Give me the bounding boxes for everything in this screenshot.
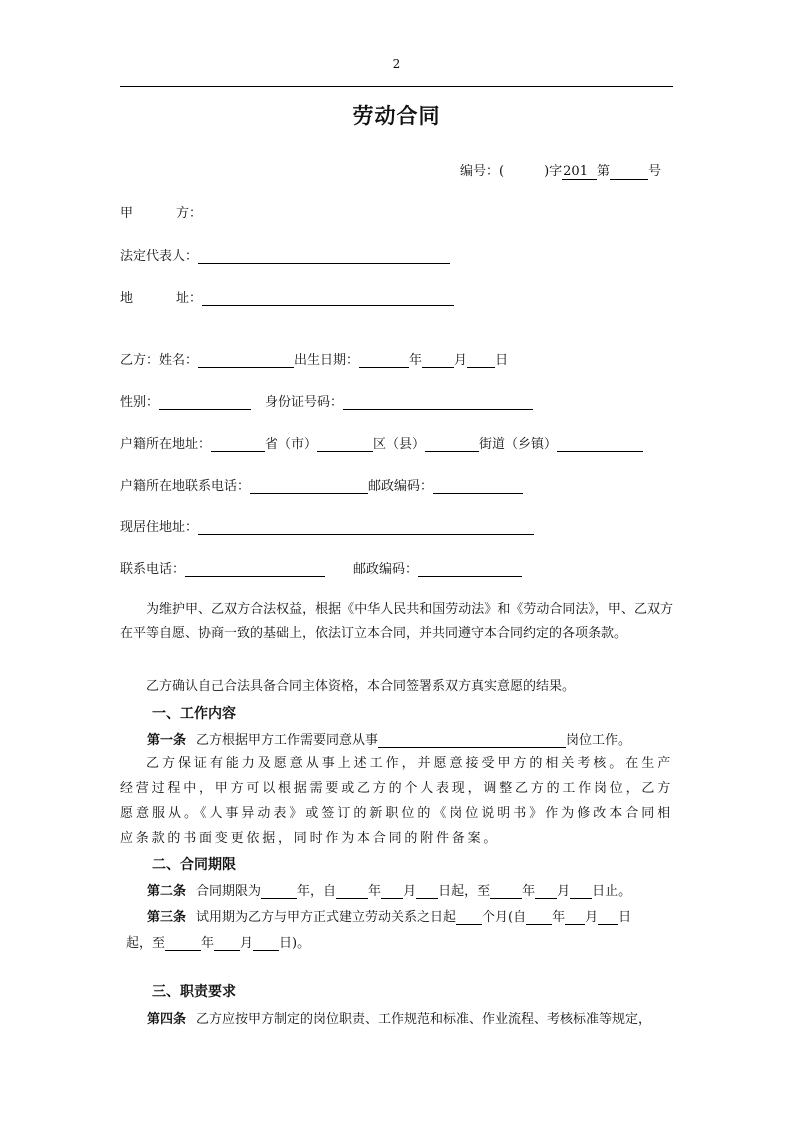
article-3-t7: 年 bbox=[201, 936, 215, 951]
contract-number-line bbox=[460, 160, 661, 180]
contract-number-prefix: 编号：( bbox=[460, 164, 505, 179]
article-1-line bbox=[147, 729, 631, 748]
birth-year-label: 年 bbox=[409, 353, 423, 368]
article-3-t1: 试用期为乙方与甲方正式建立劳动关系之日起 bbox=[196, 910, 457, 925]
article-2-t1: 合同期限为 bbox=[196, 884, 262, 899]
article-2-t3: 年 bbox=[368, 884, 382, 899]
confirm-paragraph: 乙方确认自己合法具备合同主体资格，本合同签署系双方真实意愿的结果。 bbox=[146, 679, 576, 694]
article-3-t8: 月 bbox=[240, 936, 254, 951]
term-start-month-blank[interactable] bbox=[381, 883, 403, 899]
party-b-line bbox=[120, 349, 508, 368]
preamble-paragraph: 为维护甲、乙双方合法权益，根据《中华人民共和国劳动法》和《劳动合同法》，甲、乙双方在平等自愿、协商一致的基础上，依法订立本合同，并共同遵守本合同约定的各项条款。 bbox=[120, 602, 673, 641]
term-end-day-blank[interactable] bbox=[570, 883, 592, 899]
article-2-label: 第二条 bbox=[147, 884, 187, 899]
address-label-2: 址： bbox=[176, 291, 203, 306]
term-end-year-blank[interactable] bbox=[490, 883, 522, 899]
gender-label: 性别： bbox=[120, 395, 160, 410]
hukou-province-blank[interactable] bbox=[211, 436, 265, 452]
hukou-postcode-label: 邮政编码： bbox=[368, 479, 434, 494]
article-4-line bbox=[147, 1008, 651, 1027]
legal-rep-blank[interactable] bbox=[198, 248, 450, 264]
current-address-line bbox=[120, 516, 534, 535]
contract-number-paren: )字 bbox=[544, 164, 563, 179]
article-4-text: 乙方应按甲方制定的岗位职责、工作规范和标准、作业流程、考核标准等规定， bbox=[196, 1012, 652, 1027]
section-heading-work-content: 一、工作内容 bbox=[152, 706, 236, 722]
article-2-t4: 月 bbox=[403, 884, 417, 899]
contact-postcode-blank[interactable] bbox=[418, 561, 522, 577]
probation-end-month-blank[interactable] bbox=[214, 935, 240, 951]
article-3-t6: 起，至 bbox=[126, 936, 166, 951]
gender-line bbox=[120, 391, 533, 410]
probation-end-day-blank[interactable] bbox=[253, 935, 279, 951]
term-years-blank[interactable] bbox=[261, 883, 297, 899]
page-number: 2 bbox=[392, 57, 401, 71]
party-b-name-blank[interactable] bbox=[198, 352, 294, 368]
article-2-t8: 日止。 bbox=[592, 884, 632, 899]
contract-year: 201 bbox=[563, 164, 588, 179]
article-2-t7: 月 bbox=[557, 884, 571, 899]
gender-blank[interactable] bbox=[159, 394, 251, 410]
article-3-t2: 个月(自 bbox=[482, 910, 527, 925]
current-address-blank[interactable] bbox=[198, 519, 534, 535]
party-a-line bbox=[120, 202, 202, 221]
section-heading-duties: 三、职责要求 bbox=[152, 984, 236, 1000]
header-rule bbox=[120, 86, 673, 87]
contract-year-blank[interactable] bbox=[589, 164, 597, 180]
hukou-district-blank[interactable] bbox=[317, 436, 373, 452]
hukou-detail-blank[interactable] bbox=[557, 436, 643, 452]
contact-phone-line bbox=[120, 558, 522, 577]
probation-start-year-blank[interactable] bbox=[526, 909, 552, 925]
section-heading-contract-term: 二、合同期限 bbox=[152, 857, 236, 873]
birth-year-blank[interactable] bbox=[359, 352, 409, 368]
contact-phone-blank[interactable] bbox=[185, 561, 325, 577]
hukou-district-label: 区（县） bbox=[373, 437, 426, 452]
probation-start-day-blank[interactable] bbox=[598, 909, 618, 925]
hukou-street-blank[interactable] bbox=[425, 436, 479, 452]
article-1-text-b: 岗位工作。 bbox=[566, 733, 632, 748]
hukou-address-line bbox=[120, 433, 643, 452]
article-2-t2: 年，自 bbox=[297, 884, 337, 899]
current-address-label: 现居住地址： bbox=[120, 520, 199, 535]
legal-rep-label: 法定代表人： bbox=[120, 249, 199, 264]
article-3-line bbox=[147, 906, 631, 925]
article-2-line bbox=[147, 880, 631, 899]
hukou-province-label: 省（市） bbox=[265, 437, 318, 452]
id-number-blank[interactable] bbox=[343, 394, 533, 410]
contract-hao: 号 bbox=[648, 164, 662, 179]
address-label-1: 地 bbox=[120, 291, 134, 306]
hukou-phone-label: 户籍所在地联系电话： bbox=[120, 479, 251, 494]
contact-postcode-label: 邮政编码： bbox=[353, 562, 419, 577]
term-start-year-blank[interactable] bbox=[336, 883, 368, 899]
address-line bbox=[120, 287, 454, 306]
article-1-paragraph: 乙方保证有能力及愿意从事上述工作，并愿意接受甲方的相关考核。在生产经营过程中，甲方可以根据需要或乙方的个人表现，调整乙方的工作岗位，乙方愿意服从。《人事异动表》或签订的新职位的《岗位说明书》作为修改本合同相应条款的书面变更依据，同时作为本合同的附件备案。 bbox=[120, 756, 674, 846]
contract-di: 第 bbox=[596, 164, 610, 179]
probation-end-year-blank[interactable] bbox=[165, 935, 201, 951]
article-4-label: 第四条 bbox=[147, 1012, 187, 1027]
article-3-t5: 日 bbox=[618, 910, 632, 925]
birth-day-blank[interactable] bbox=[467, 352, 495, 368]
term-start-day-blank[interactable] bbox=[416, 883, 438, 899]
hukou-postcode-blank[interactable] bbox=[433, 478, 523, 494]
position-blank[interactable] bbox=[378, 732, 566, 748]
birth-day-label: 日 bbox=[495, 353, 509, 368]
birth-label: 出生日期： bbox=[294, 353, 360, 368]
article-3-t3: 年 bbox=[552, 910, 566, 925]
article-1-text-a: 乙方根据甲方工作需要同意从事 bbox=[196, 733, 379, 748]
probation-start-month-blank[interactable] bbox=[565, 909, 585, 925]
term-end-month-blank[interactable] bbox=[535, 883, 557, 899]
party-b-name-label: 乙方：姓名： bbox=[120, 353, 199, 368]
birth-month-label: 月 bbox=[454, 353, 468, 368]
article-3-t4: 月 bbox=[585, 910, 599, 925]
article-3-line-2 bbox=[126, 932, 310, 951]
party-a-label-2: 方： bbox=[176, 206, 203, 221]
contract-serial-blank[interactable] bbox=[610, 164, 648, 180]
article-1-label: 第一条 bbox=[147, 733, 187, 748]
article-2-t5: 日起，至 bbox=[438, 884, 491, 899]
hukou-street-label: 街道（乡镇） bbox=[479, 437, 558, 452]
article-2-t6: 年 bbox=[522, 884, 536, 899]
address-blank[interactable] bbox=[202, 290, 454, 306]
hukou-label: 户籍所在地址： bbox=[120, 437, 212, 452]
probation-months-blank[interactable] bbox=[456, 909, 482, 925]
legal-rep-line bbox=[120, 245, 450, 264]
article-3-label: 第三条 bbox=[147, 910, 187, 925]
hukou-phone-line bbox=[120, 475, 523, 494]
id-number-label: 身份证号码： bbox=[265, 395, 344, 410]
birth-month-blank[interactable] bbox=[422, 352, 454, 368]
document-title: 劳动合同 bbox=[352, 104, 441, 128]
contact-phone-label: 联系电话： bbox=[120, 562, 186, 577]
party-a-label-1: 甲 bbox=[120, 206, 134, 221]
hukou-phone-blank[interactable] bbox=[250, 478, 368, 494]
article-3-t9: 日)。 bbox=[279, 936, 311, 951]
